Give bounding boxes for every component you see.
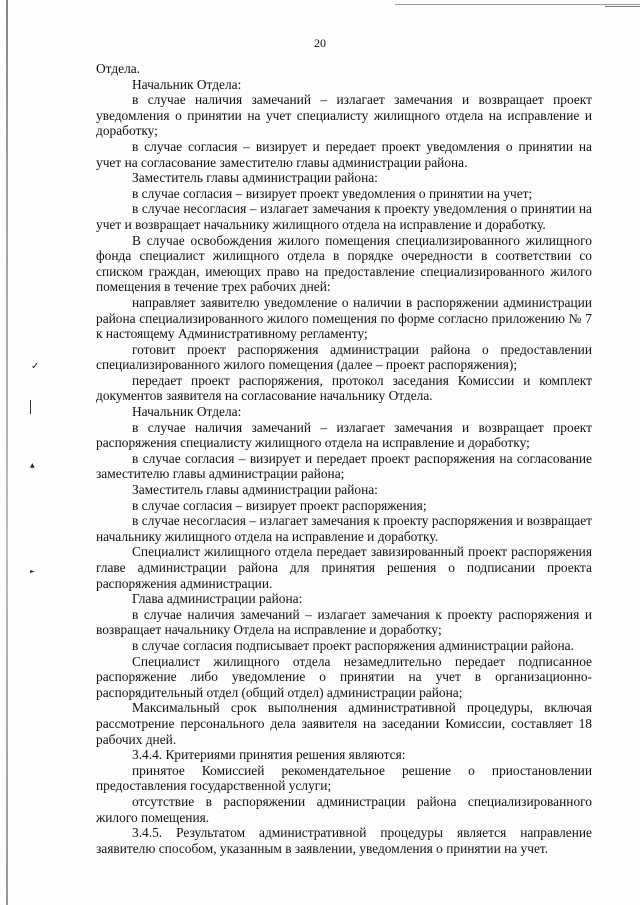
paragraph: Специалист жилищного отдела незамедлительно передает подписанное распоряжение либо уведомление о принятии на учет в организационно-распорядительный отдел (общий отдел) администрации района; bbox=[96, 653, 592, 700]
scan-top-line bbox=[395, 4, 640, 5]
paragraph: Заместитель главы администрации района: bbox=[132, 482, 378, 498]
paragraph: 3.4.5. Результатом административной процедуры является направление заявителю способом, указанным в заявлении, уведомления о принятии на учет. bbox=[96, 825, 592, 856]
paragraph: в случае несогласия – излагает замечания к проекту распоряжения и возвращает начальнику жилищного отдела на исправление и доработку. bbox=[96, 513, 592, 544]
paragraph: в случае наличия замечаний – излагает замечания и возвращает проект распоряжения специалисту жилищного отдела на исправление и доработку; bbox=[96, 419, 592, 451]
scan-speck: ► bbox=[30, 568, 35, 575]
scan-speck: ▲ bbox=[30, 462, 35, 469]
paragraph: Заместитель главы администрации района: bbox=[132, 170, 378, 186]
paragraph: в случае согласия подписывает проект распоряжения администрации района. bbox=[132, 637, 574, 653]
scan-left-edge bbox=[6, 0, 8, 905]
paragraph: в случае наличия замечаний – излагает замечания и возвращает проект уведомления о принятии на учет специалисту жилищного отдела на исправление и доработку; bbox=[96, 92, 592, 139]
paragraph: отсутствие в распоряжении администрации района специализированного жилого помещения. bbox=[96, 793, 592, 825]
paragraph: Максимальный срок выполнения административной процедуры, включая рассмотрение персонального дела заявителя на заседании Комиссии, составляет 18 рабочих дней. bbox=[96, 700, 592, 747]
paragraph: Специалист жилищного отдела передает завизированный проект распоряжения главе администрации района для принятия решения о подписании проекта распоряжения администрации. bbox=[96, 544, 592, 591]
paragraph: готовит проект распоряжения администрации района о предоставлении специализированного жилого помещения (далее – проект распоряжения); bbox=[96, 341, 592, 373]
paragraph: Отдела. bbox=[96, 61, 141, 76]
paragraph: Глава администрации района: bbox=[132, 591, 303, 607]
scan-speck: ✓ bbox=[31, 361, 40, 372]
scan-top-line-short bbox=[605, 6, 640, 7]
paragraph: в случае наличия замечаний – излагает замечания к проекту распоряжения и возвращает начальнику Отдела на исправление и доработку; bbox=[96, 606, 592, 638]
paragraph: в случае согласия – визирует и передает проект уведомления о принятии на учет на согласование заместителю главы администрации района. bbox=[96, 138, 592, 170]
paragraph: принятое Комиссией рекомендательное решение о приостановлении предоставления государственной услуги; bbox=[96, 762, 592, 794]
page-number: 20 bbox=[314, 36, 326, 50]
paragraph: в случае согласия – визирует и передает проект распоряжения на согласование заместителю главы администрации района; bbox=[96, 450, 592, 482]
document-body bbox=[96, 61, 592, 856]
paragraph: в случае несогласия – излагает замечания к проекту уведомления о принятии на учет и возвращает начальнику жилищного отдела на исправление и доработку. bbox=[96, 201, 592, 232]
paragraph: 3.4.4. Критериями принятия решения являются: bbox=[132, 747, 406, 763]
paragraph: В случае освобождения жилого помещения специализированного жилищного фонда специалист жилищного отдела в порядке очередности в соответствии со списком граждан, имеющих право на предоставление специализированного жилого помещения в течение трех рабочих дней: bbox=[96, 232, 592, 295]
scan-speck bbox=[30, 400, 31, 414]
paragraph: передает проект распоряжения, протокол заседания Комиссии и комплект документов заявителя на согласование начальнику Отдела. bbox=[96, 372, 592, 404]
paragraph: в случае согласия – визирует проект уведомления о принятии на учет; bbox=[132, 185, 533, 201]
paragraph: Начальник Отдела: bbox=[132, 404, 242, 420]
paragraph: в случае согласия – визирует проект распоряжения; bbox=[132, 497, 427, 513]
paragraph: направляет заявителю уведомление о наличии в распоряжении администрации района специализированного жилого помещения по форме согласно приложению № 7 к настоящему Административному регламенту; bbox=[96, 294, 592, 342]
paragraph: Начальник Отдела: bbox=[132, 76, 242, 92]
